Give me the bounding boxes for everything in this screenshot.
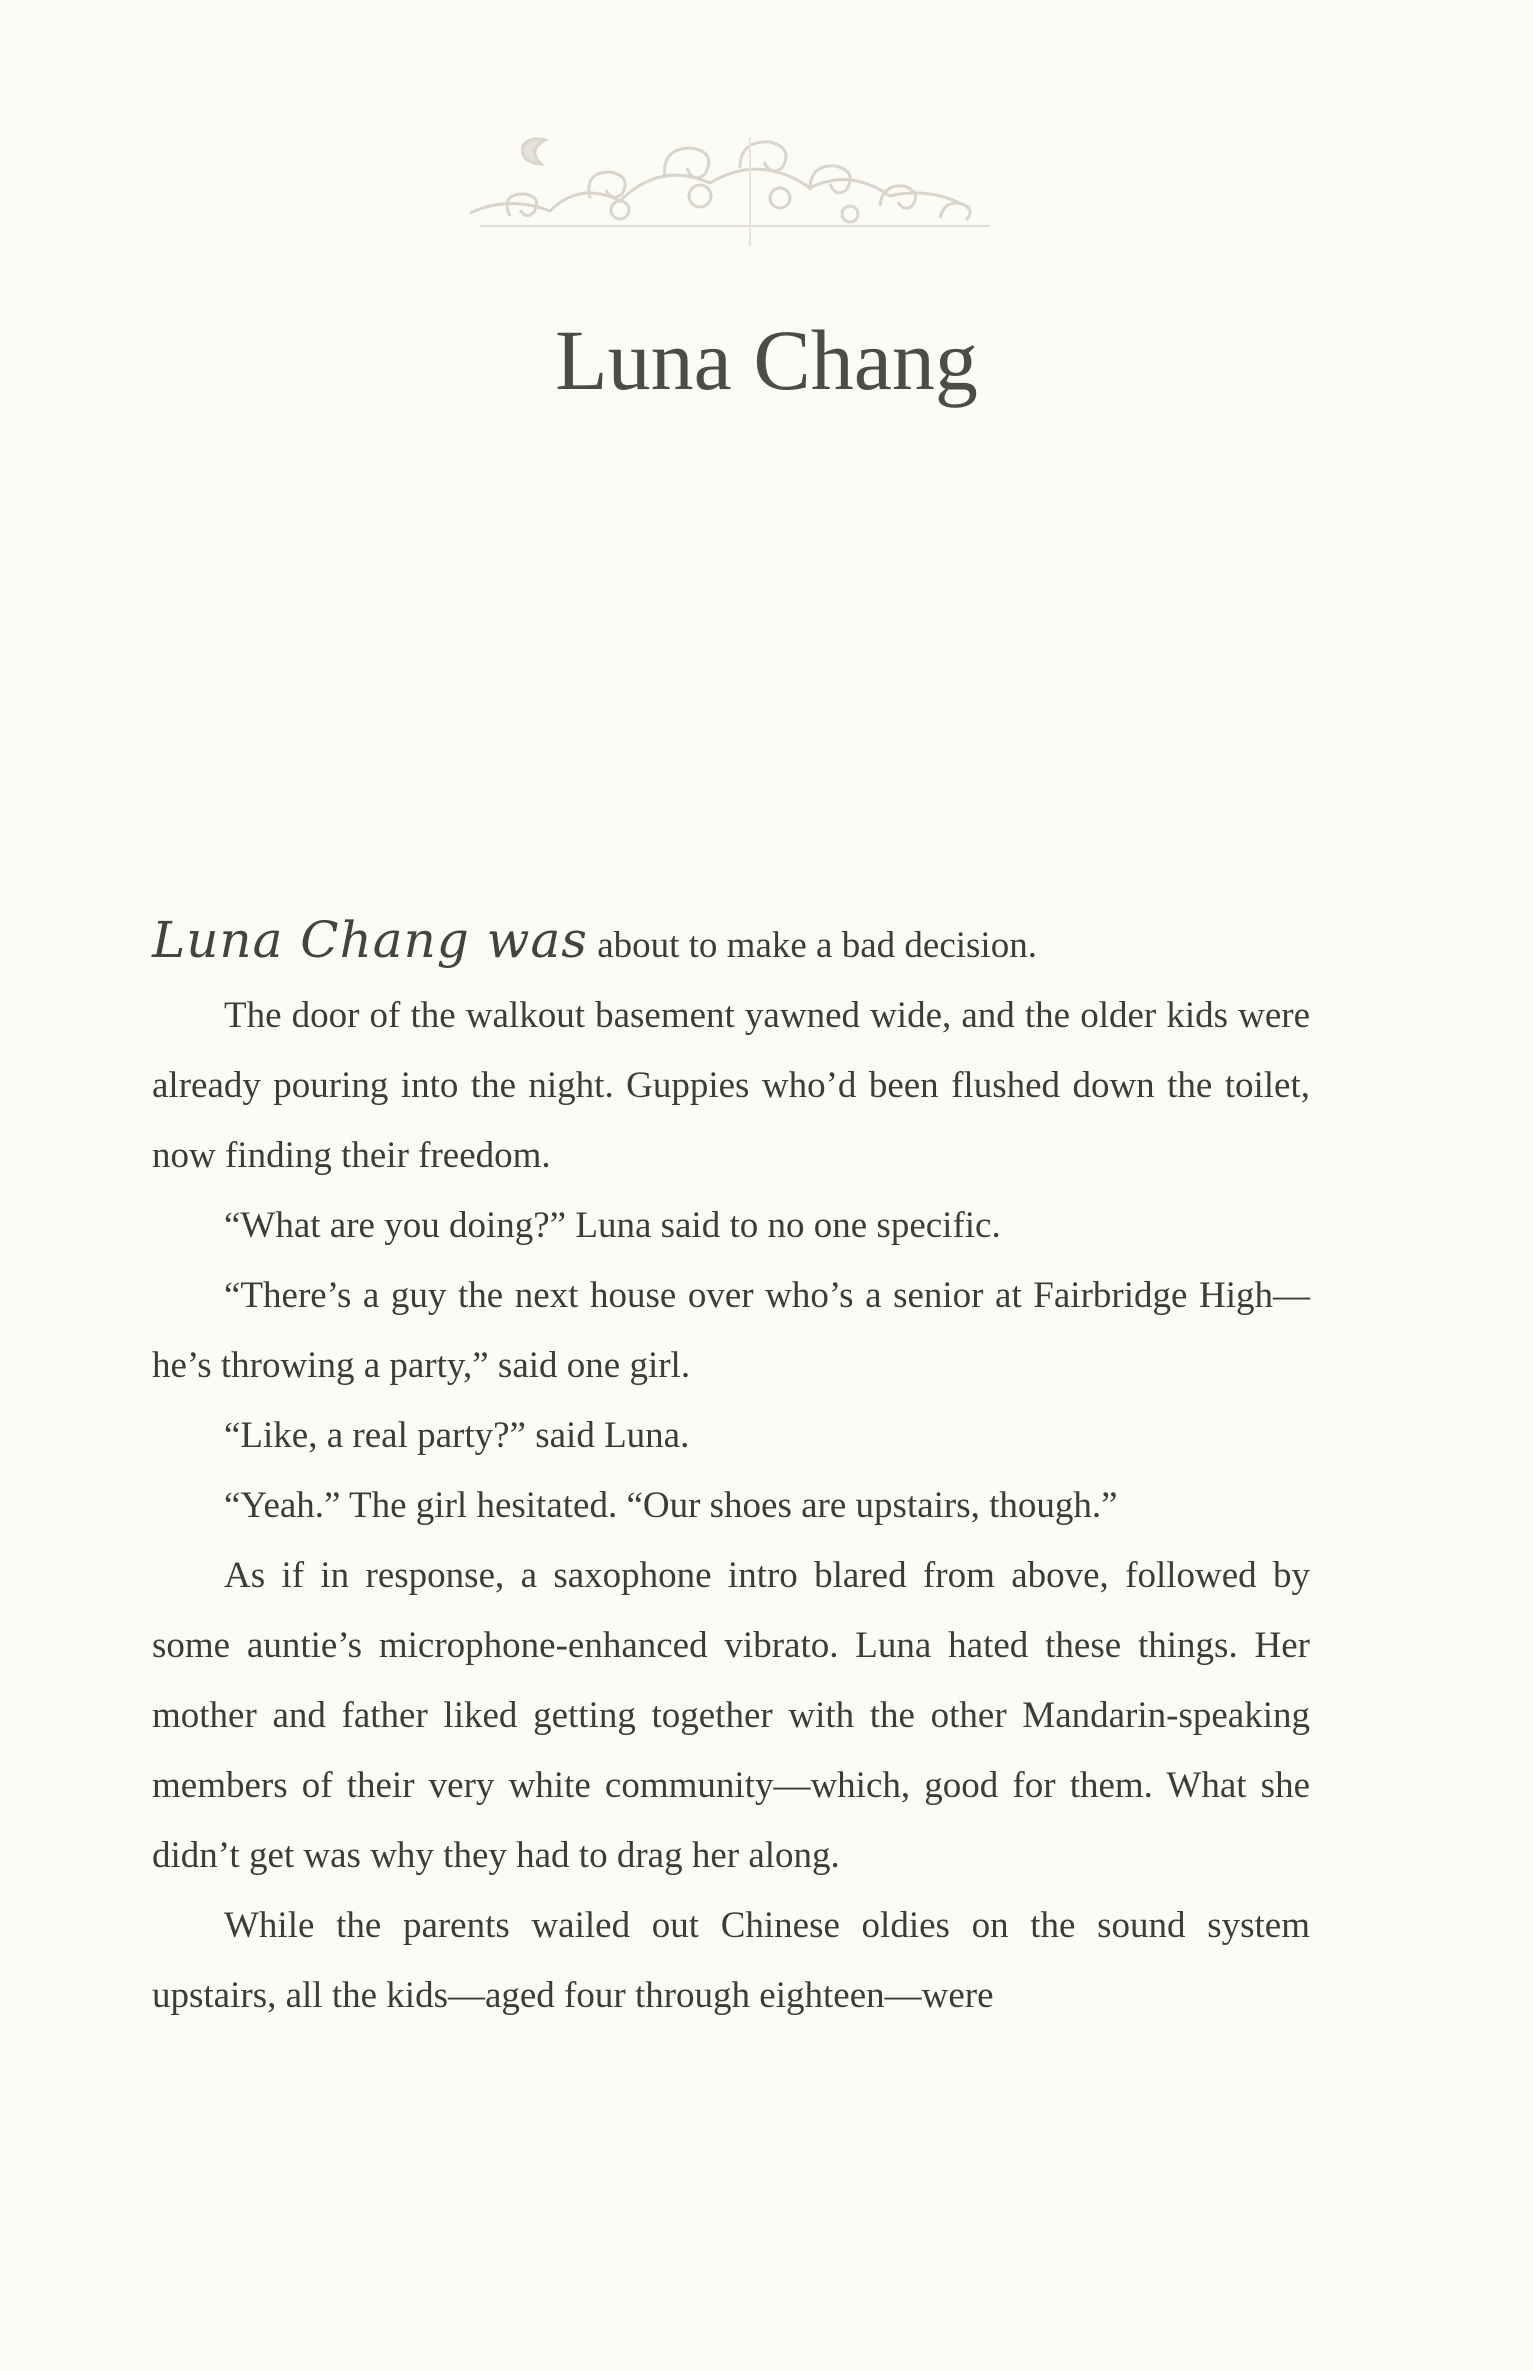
chapter-body [152, 905, 1310, 2031]
paragraph-3: “What are you doing?” Luna said to no one specific. [224, 1205, 1001, 1246]
chapter-title: Luna Chang [555, 312, 978, 408]
cloud-ornament-icon [450, 118, 1010, 248]
paragraph-5: “Like, a real party?” said Luna. [224, 1415, 690, 1456]
paragraph-1 [152, 905, 1310, 981]
paragraph-2: The door of the walkout basement yawned wide, and the older kids were already pouring into the night. Guppies who’d been flushed down the toilet, now finding their freedom. [152, 995, 1310, 1176]
paragraph-6: “Yeah.” The girl hesitated. “Our shoes are upstairs, though.” [224, 1485, 1118, 1526]
paragraph-8: While the parents wailed out Chinese oldies on the sound system upstairs, all the kids—aged four through eighteen—were [152, 1905, 1310, 2016]
paragraph-text: about to make a bad decision. [587, 925, 1037, 966]
paragraph-4: “There’s a guy the next house over who’s a senior at Fairbridge High—he’s throwing a party,” said one girl. [152, 1275, 1310, 1386]
paragraph-7: As if in response, a saxophone intro blared from above, followed by some auntie’s microphone-enhanced vibrato. Luna hated these things. Her mother and father liked getting together with the other Mandarin-speaking members of their very white community—which, good for them. What she didn’t get was why they had to drag her along. [152, 1555, 1310, 1876]
lead-in-text: Luna Chang was [152, 911, 588, 969]
